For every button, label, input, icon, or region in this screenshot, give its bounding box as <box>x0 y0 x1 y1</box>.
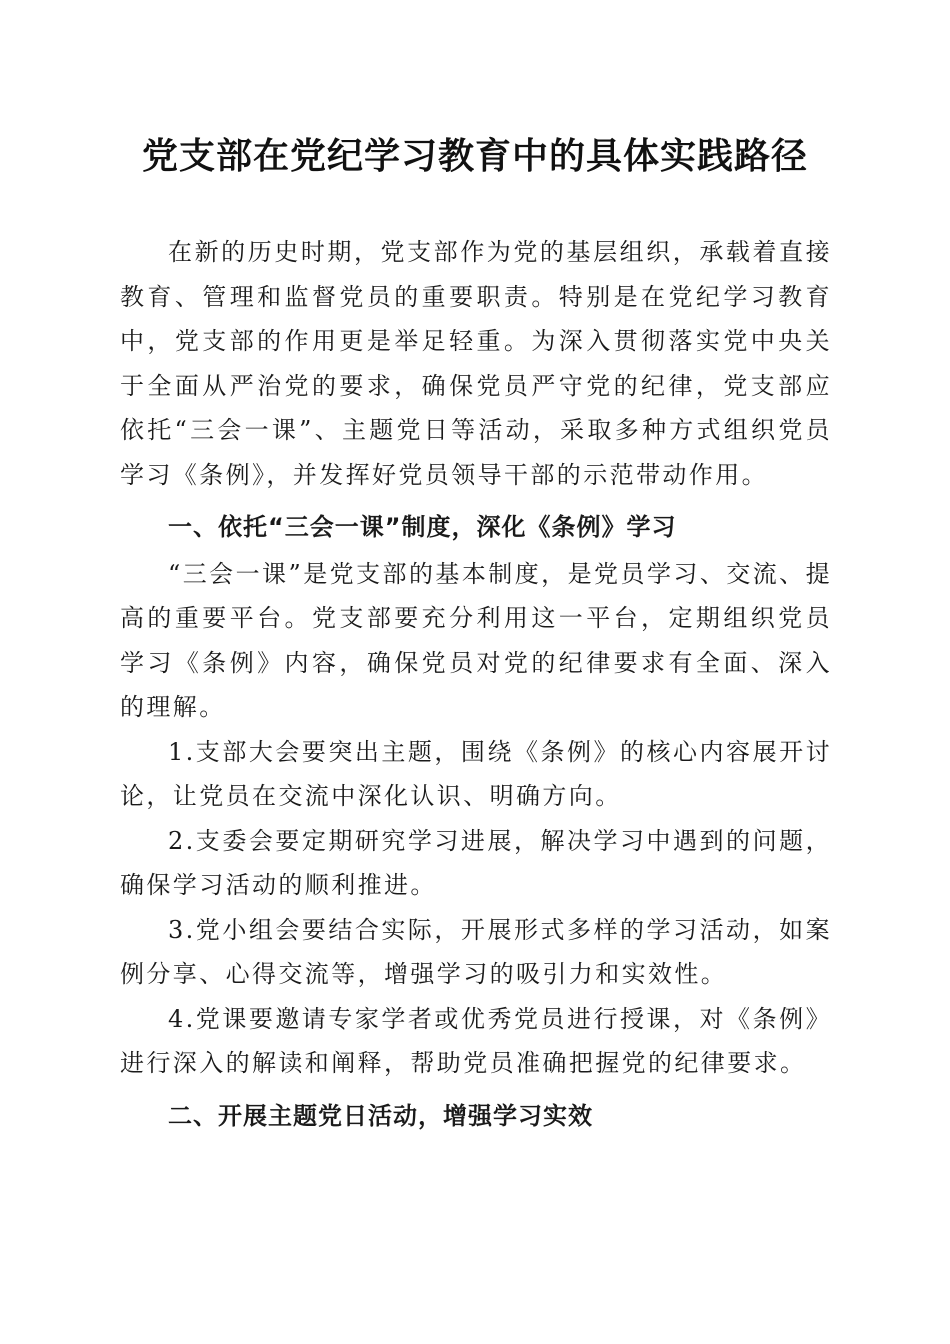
section-heading-two: 二、开展主题党日活动，增强学习实效 <box>168 1101 593 1130</box>
document-title: 党支部在党纪学习教育中的具体实践路径 <box>141 135 808 177</box>
list-item-2: 2.支委会要定期研究学习进展，解决学习中遇到的问题，确保学习活动的顺利推进。 <box>120 826 832 899</box>
list-item-3: 3.党小组会要结合实际，开展形式多样的学习活动，如案例分享、心得交流等，增强学习的吸引力和实效性。 <box>120 915 832 988</box>
intro-paragraph: 在新的历史时期，党支部作为党的基层组织，承载着直接教育、管理和监督党员的重要职责。特别是在党纪学习教育中，党支部的作用更是举足轻重。为深入贯彻落实党中央关于全面从严治党的要求，确保党员严守党的纪律，党支部应依托“三会一课”、主题党日等活动，采取多种方式组织党员学习《条例》，并发挥好党员领导干部的示范带动作用。 <box>120 238 832 489</box>
list-item-1: 1.支部大会要突出主题，围绕《条例》的核心内容展开讨论，让党员在交流中深化认识、明确方向。 <box>120 737 832 810</box>
document-body <box>120 230 832 1140</box>
section-one-paragraph: “三会一课”是党支部的基本制度，是党员学习、交流、提高的重要平台。党支部要充分利用这一平台，定期组织党员学习《条例》内容，确保党员对党的纪律要求有全面、深入的理解。 <box>120 559 832 721</box>
list-item-4: 4.党课要邀请专家学者或优秀党员进行授课，对《条例》进行深入的解读和阐释，帮助党员准确把握党的纪律要求。 <box>120 1004 832 1077</box>
section-heading-one: 一、依托“三会一课”制度，深化《条例》学习 <box>168 513 677 541</box>
